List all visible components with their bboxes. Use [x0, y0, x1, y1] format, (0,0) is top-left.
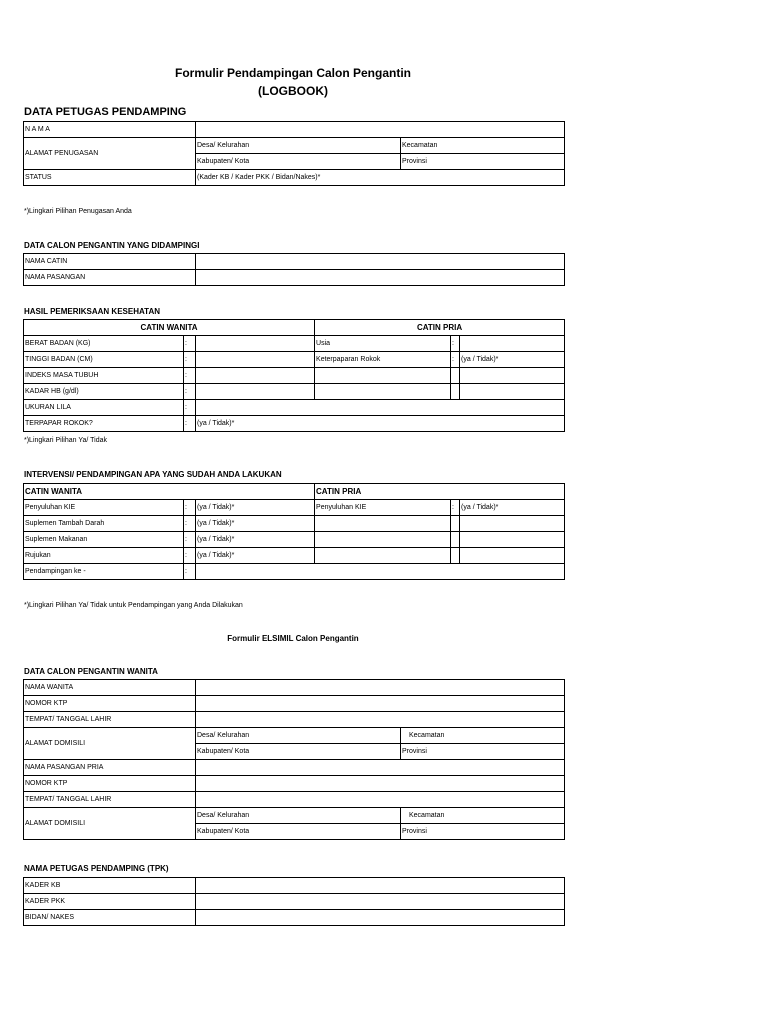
- nama-catin-field[interactable]: [196, 254, 565, 270]
- table-row: [24, 808, 565, 824]
- table-row: [24, 910, 565, 926]
- kadar-hb-field[interactable]: [196, 384, 315, 400]
- pendampingan-ke-field[interactable]: [196, 564, 565, 580]
- keterpaparan-label: Keterpaparan Rokok: [315, 352, 451, 368]
- kabupaten-wanita-field[interactable]: Kabupaten/ Kota: [196, 744, 401, 760]
- bidan-nakes-label: BIDAN/ NAKES: [24, 910, 196, 926]
- usia-label: Usia: [315, 336, 451, 352]
- nama-catin-label: NAMA CATIN: [24, 254, 196, 270]
- kesehatan-note: *)Lingkari Pilihan Ya/ Tidak: [24, 437, 108, 444]
- kesehatan-heading: HASIL PEMERIKSAAN KESEHATAN: [24, 307, 161, 316]
- alamat-label: ALAMAT PENUGASAN: [24, 138, 196, 170]
- kesehatan-table: [23, 319, 565, 432]
- catin-table: [23, 253, 565, 286]
- suplemen-darah-field[interactable]: (ya / Tidak)*: [196, 516, 315, 532]
- alamat-wanita-label: ALAMAT DOMISILI: [24, 728, 196, 760]
- table-row: [24, 532, 565, 548]
- desa-field[interactable]: Desa/ Kelurahan: [196, 138, 401, 154]
- table-row: [24, 548, 565, 564]
- colon: :: [184, 416, 196, 432]
- petugas-note: *)Lingkari Pilihan Penugasan Anda: [24, 208, 132, 215]
- intervensi-wanita-header: CATIN WANITA: [24, 484, 315, 500]
- pendampingan-ke-label: Pendampingan ke -: [24, 564, 184, 580]
- lila-field[interactable]: [196, 400, 565, 416]
- table-row: [24, 416, 565, 432]
- table-row: [24, 400, 565, 416]
- elsimil-heading: DATA CALON PENGANTIN WANITA: [24, 667, 158, 676]
- suplemen-darah-label: Suplemen Tambah Darah: [24, 516, 184, 532]
- nama-pria-field[interactable]: [196, 760, 565, 776]
- colon: :: [184, 532, 196, 548]
- kecamatan-pria-field[interactable]: Kecamatan: [401, 808, 565, 824]
- colon: :: [451, 500, 460, 516]
- colon: :: [451, 336, 460, 352]
- table-row: [24, 728, 565, 744]
- table-row: [24, 500, 565, 516]
- table-row: [24, 122, 565, 138]
- table-row: [24, 760, 565, 776]
- table-row: [24, 384, 565, 400]
- table-row: [24, 270, 565, 286]
- keterpaparan-field[interactable]: (ya / Tidak)*: [460, 352, 565, 368]
- pria-penyuluhan-field[interactable]: (ya / Tidak)*: [460, 500, 565, 516]
- colon: :: [184, 384, 196, 400]
- colon: :: [184, 336, 196, 352]
- table-row: [24, 792, 565, 808]
- colon: :: [184, 400, 196, 416]
- status-label: STATUS: [24, 170, 196, 186]
- imt-label: INDEKS MASA TUBUH: [24, 368, 184, 384]
- ttl-pria-field[interactable]: [196, 792, 565, 808]
- form-title: Formulir Pendampingan Calon Pengantin: [174, 66, 411, 80]
- bidan-nakes-field[interactable]: [196, 910, 565, 926]
- kadar-hb-label: KADAR HB (g/dl): [24, 384, 184, 400]
- tpk-heading: NAMA PETUGAS PENDAMPING (TPK): [24, 864, 169, 873]
- provinsi-field[interactable]: Provinsi: [401, 154, 565, 170]
- suplemen-makanan-label: Suplemen Makanan: [24, 532, 184, 548]
- kecamatan-field[interactable]: Kecamatan: [401, 138, 565, 154]
- intervensi-table: [23, 483, 565, 580]
- provinsi-wanita-field[interactable]: Provinsi: [401, 744, 565, 760]
- nama-wanita-field[interactable]: [196, 680, 565, 696]
- nama-pasangan-field[interactable]: [196, 270, 565, 286]
- rujukan-field[interactable]: (ya / Tidak)*: [196, 548, 315, 564]
- alamat-pria-label: ALAMAT DOMISILI: [24, 808, 196, 840]
- tinggi-badan-field[interactable]: [196, 352, 315, 368]
- kabupaten-field[interactable]: Kabupaten/ Kota: [196, 154, 401, 170]
- pria-penyuluhan-label: Penyuluhan KIE: [315, 500, 451, 516]
- intervensi-note: *)Lingkari Pilihan Ya/ Tidak untuk Pendampingan yang Anda Dilakukan: [24, 602, 243, 609]
- ttl-pria-label: TEMPAT/ TANGGAL LAHIR: [24, 792, 196, 808]
- table-row: [24, 564, 565, 580]
- ktp-pria-label: NOMOR KTP: [24, 776, 196, 792]
- lila-label: UKURAN LILA: [24, 400, 184, 416]
- ktp-wanita-field[interactable]: [196, 696, 565, 712]
- kader-kb-field[interactable]: [196, 878, 565, 894]
- terpapar-label: TERPAPAR ROKOK?: [24, 416, 184, 432]
- imt-field[interactable]: [196, 368, 315, 384]
- kader-kb-label: KADER KB: [24, 878, 196, 894]
- intervensi-pria-header: CATIN PRIA: [315, 484, 565, 500]
- table-row: [24, 516, 565, 532]
- table-row: [24, 368, 565, 384]
- elsimil-table: [23, 679, 565, 840]
- ktp-pria-field[interactable]: [196, 776, 565, 792]
- ttl-wanita-label: TEMPAT/ TANGGAL LAHIR: [24, 712, 196, 728]
- table-row: [24, 170, 565, 186]
- status-field[interactable]: (Kader KB / Kader PKK / Bidan/Nakes)*: [196, 170, 565, 186]
- table-row: [24, 878, 565, 894]
- kesehatan-pria-header: CATIN PRIA: [315, 320, 565, 336]
- table-row: [24, 352, 565, 368]
- rujukan-label: Rujukan: [24, 548, 184, 564]
- kesehatan-wanita-header: CATIN WANITA: [24, 320, 315, 336]
- penyuluhan-field[interactable]: (ya / Tidak)*: [196, 500, 315, 516]
- tpk-table: [23, 877, 565, 926]
- form-subtitle: (LOGBOOK): [258, 84, 328, 98]
- colon: :: [184, 368, 196, 384]
- table-row: [24, 484, 565, 500]
- provinsi-pria-field[interactable]: Provinsi: [401, 824, 565, 840]
- elsimil-title: Formulir ELSIMIL Calon Pengantin: [227, 634, 359, 643]
- colon: :: [184, 516, 196, 532]
- kabupaten-pria-field[interactable]: Kabupaten/ Kota: [196, 824, 401, 840]
- colon: :: [184, 564, 196, 580]
- table-row: [24, 336, 565, 352]
- suplemen-makanan-field[interactable]: (ya / Tidak)*: [196, 532, 315, 548]
- kecamatan-wanita-field[interactable]: Kecamatan: [401, 728, 565, 744]
- kader-pkk-field[interactable]: [196, 894, 565, 910]
- berat-badan-field[interactable]: [196, 336, 315, 352]
- petugas-heading: DATA PETUGAS PENDAMPING: [24, 106, 187, 118]
- colon: :: [184, 352, 196, 368]
- colon: :: [184, 500, 196, 516]
- desa-pria-field[interactable]: Desa/ Kelurahan: [196, 808, 401, 824]
- nama-label: N A M A: [24, 122, 196, 138]
- petugas-table: [23, 121, 565, 186]
- colon: :: [451, 352, 460, 368]
- table-row: [24, 254, 565, 270]
- table-row: [24, 776, 565, 792]
- colon: :: [184, 548, 196, 564]
- catin-heading: DATA CALON PENGANTIN YANG DIDAMPINGI: [24, 241, 200, 250]
- berat-badan-label: BERAT BADAN (KG): [24, 336, 184, 352]
- nama-field[interactable]: [196, 122, 565, 138]
- table-row: [24, 680, 565, 696]
- table-row: [24, 138, 565, 154]
- table-row: [24, 894, 565, 910]
- kader-pkk-label: KADER PKK: [24, 894, 196, 910]
- desa-wanita-field[interactable]: Desa/ Kelurahan: [196, 728, 401, 744]
- tinggi-badan-label: TINGGI BADAN (CM): [24, 352, 184, 368]
- penyuluhan-label: Penyuluhan KIE: [24, 500, 184, 516]
- usia-field[interactable]: [460, 336, 565, 352]
- table-row: [24, 712, 565, 728]
- nama-pasangan-label: NAMA PASANGAN: [24, 270, 196, 286]
- nama-wanita-label: NAMA WANITA: [24, 680, 196, 696]
- ktp-wanita-label: NOMOR KTP: [24, 696, 196, 712]
- ttl-wanita-field[interactable]: [196, 712, 565, 728]
- intervensi-heading: INTERVENSI/ PENDAMPINGAN APA YANG SUDAH ANDA LAKUKAN: [24, 470, 282, 479]
- table-row: [24, 696, 565, 712]
- terpapar-field[interactable]: (ya / Tidak)*: [196, 416, 565, 432]
- nama-pria-label: NAMA PASANGAN PRIA: [24, 760, 196, 776]
- table-row: [24, 320, 565, 336]
